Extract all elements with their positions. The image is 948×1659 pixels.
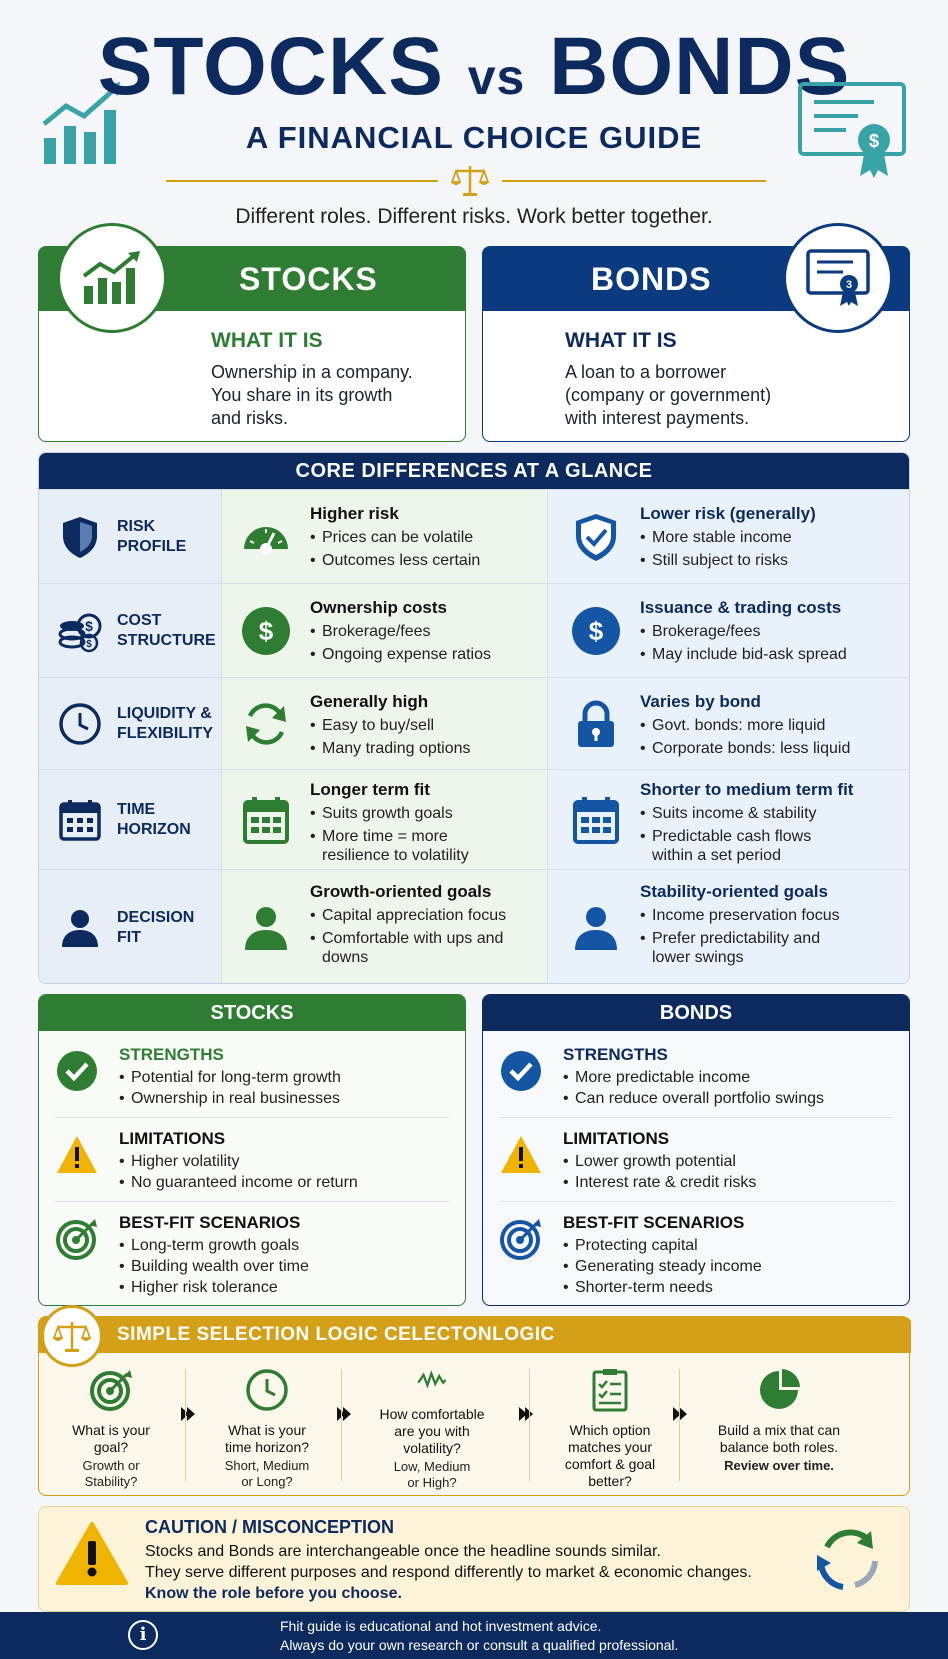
list-item: • Lower growth potential (563, 1151, 756, 1172)
list-item: • Protecting capital (563, 1235, 762, 1256)
list-item: • Suits growth goals (310, 804, 537, 823)
checklist-icon (587, 1367, 633, 1413)
svg-text:$: $ (86, 638, 92, 650)
svg-text:$: $ (85, 617, 93, 634)
calendar-icon (240, 794, 292, 846)
page-title: STOCKS vs BONDS (97, 21, 851, 112)
stock-liquidity-title: Generally high (310, 692, 429, 711)
bond-risk-title: Lower risk (generally) (640, 504, 816, 523)
bonds-card (482, 246, 910, 442)
calendar-icon (57, 797, 103, 843)
list-item: • Capital appreciation focus (310, 906, 537, 925)
step-goal: What is your goal? Growth or Stability? (47, 1367, 175, 1490)
growth-chart-icon (80, 250, 144, 306)
disclaimer-line: Always do your own research or consult a qualified professional. (280, 1637, 679, 1653)
selection-logic (38, 1316, 910, 1496)
bond-time-title: Shorter to medium term fit (640, 780, 854, 799)
check-icon (55, 1049, 99, 1093)
refresh-icon (240, 698, 292, 750)
list-item: • Easy to buy/sell (310, 716, 537, 735)
svg-text:$: $ (258, 615, 274, 646)
scale-icon (52, 1318, 92, 1354)
list-item: • May include bid-ask spread (640, 645, 901, 664)
stocks-card-title: STOCKS (239, 261, 378, 297)
header (0, 0, 948, 240)
list-item: • Long-term growth goals (119, 1235, 309, 1256)
list-item: • Corporate bonds: less liquid (640, 739, 901, 758)
step-volatility: How comfortable are you with volatility? Low, Medium or High? (357, 1367, 507, 1491)
list-item: • Generating steady income (563, 1256, 762, 1277)
stocks-best-fit: BEST-FIT SCENARIOS • Long-term growth goals • Building wealth over time • Higher risk tolerance (55, 1213, 449, 1303)
stocks-panel-title: STOCKS (39, 995, 465, 1031)
svg-text:$: $ (868, 131, 880, 151)
caution-emphasis: Know the role before you choose. (145, 1585, 402, 1602)
gauge-icon (240, 511, 292, 563)
info-icon: i (128, 1620, 158, 1650)
arrow-icon (517, 1405, 535, 1423)
list-item: • More time = more resilience to volatility (310, 827, 510, 865)
list-item: • Predictable cash flows within a set period (640, 827, 840, 865)
row-label-risk: RISK PROFILE (117, 517, 187, 555)
core-differences-heading: CORE DIFFERENCES AT A GLANCE (39, 453, 909, 489)
shield-check-icon (570, 511, 622, 563)
stocks-badge (57, 223, 167, 333)
person-icon (57, 905, 103, 951)
row-label-cost: COST STRUCTURE (117, 611, 216, 649)
footer (0, 1612, 948, 1659)
tagline: Different roles. Different risks. Work better together. (235, 205, 713, 228)
stocks-strengths: STRENGTHS • Potential for long-term growth • Ownership in real businesses (55, 1045, 449, 1115)
person-icon (570, 902, 622, 954)
step-horizon: What is your time horizon? Short, Medium or Long? (203, 1367, 331, 1490)
certificate-icon (796, 80, 908, 180)
list-item: • Brokerage/fees (640, 622, 901, 641)
table-row (39, 583, 910, 677)
divider (55, 1117, 449, 1118)
table-row (39, 769, 910, 869)
stocks-description: Ownership in a company. You share in its growth and risks. (211, 362, 413, 428)
check-icon (499, 1049, 543, 1093)
caution-line: They serve different purposes and respond differently to market & economic changes. (145, 1564, 752, 1581)
warning-icon (55, 1521, 129, 1587)
stocks-what-heading: WHAT IT IS (211, 329, 323, 352)
bonds-badge (783, 223, 893, 333)
bonds-panel-title: BONDS (483, 995, 909, 1031)
stocks-limitations: LIMITATIONS • Higher volatility • No guaranteed income or return (55, 1129, 449, 1199)
list-item: • Interest rate & credit risks (563, 1172, 756, 1193)
coins-icon (57, 608, 103, 654)
list-item: • Higher volatility (119, 1151, 358, 1172)
step-match: Which option matches your comfort & goal better? (535, 1367, 685, 1490)
list-item: • Many trading options (310, 739, 537, 758)
list-item: • Potential for long-term growth (119, 1067, 341, 1088)
list-item: • Can reduce overall portfolio swings (563, 1088, 824, 1109)
list-item: • Comfortable with ups and downs (310, 929, 510, 967)
scale-icon (450, 162, 490, 198)
list-item: • Govt. bonds: more liquid (640, 716, 901, 735)
list-item: • Shorter-term needs (563, 1277, 762, 1298)
bonds-card-title: BONDS (591, 261, 712, 297)
warning-icon (499, 1133, 543, 1177)
target-icon (499, 1217, 543, 1261)
stock-time-title: Longer term fit (310, 780, 430, 799)
list-item: • Still subject to risks (640, 551, 901, 570)
list-item: • Prefer predictability and lower swings (640, 929, 840, 967)
list-item: • Income preservation focus (640, 906, 901, 925)
arrow-icon (671, 1405, 689, 1423)
page-subtitle: A FINANCIAL CHOICE GUIDE (245, 120, 703, 155)
bond-liquidity-title: Varies by bond (640, 692, 761, 711)
list-item: • No guaranteed income or return (119, 1172, 358, 1193)
pulse-icon (409, 1367, 455, 1397)
target-icon (55, 1217, 99, 1261)
list-item: • More stable income (640, 528, 901, 547)
caution-line: Stocks and Bonds are interchangeable once the headline sounds similar. (145, 1543, 661, 1560)
divider-left (166, 180, 438, 182)
lock-icon (570, 698, 622, 750)
step-mix: Build a mix that can balance both roles. Review over time. (705, 1367, 853, 1474)
stocks-card (38, 246, 466, 442)
caution-box (38, 1506, 910, 1612)
list-item: • Outcomes less certain (310, 551, 537, 570)
scale-badge (41, 1305, 103, 1367)
list-item: • Ongoing expense ratios (310, 645, 537, 664)
table-row (39, 677, 910, 769)
stock-risk-title: Higher risk (310, 504, 399, 523)
dollar-icon (240, 605, 292, 657)
table-row (39, 489, 910, 583)
divider (499, 1117, 893, 1118)
selection-heading: SIMPLE SELECTION LOGIC CELECTONLOGIC (39, 1317, 911, 1353)
row-label-time: TIME HORIZON (117, 800, 191, 838)
list-item: • Higher risk tolerance (119, 1277, 309, 1298)
core-differences-table (38, 452, 910, 984)
cycle-icon (813, 1525, 883, 1595)
divider-right (502, 180, 766, 182)
divider (55, 1201, 449, 1202)
bonds-description: A loan to a borrower (company or government) with interest payments. (565, 362, 772, 428)
list-item: • More predictable income (563, 1067, 824, 1088)
certificate-icon (805, 248, 871, 308)
target-icon (88, 1367, 134, 1413)
clock-icon (244, 1367, 290, 1413)
svg-text:$: $ (588, 615, 604, 646)
stock-cost-title: Ownership costs (310, 598, 447, 617)
bonds-strengths: STRENGTHS • More predictable income • Can reduce overall portfolio swings (499, 1045, 893, 1115)
dollar-icon (570, 605, 622, 657)
bonds-best-fit: BEST-FIT SCENARIOS • Protecting capital • Generating steady income • Shorter-term needs (499, 1213, 893, 1303)
list-item: • Building wealth over time (119, 1256, 309, 1277)
table-row (39, 869, 910, 984)
arrow-icon (335, 1405, 353, 1423)
divider (499, 1201, 893, 1202)
svg-text:3: 3 (845, 279, 853, 291)
list-item: • Brokerage/fees (310, 622, 537, 641)
person-icon (240, 902, 292, 954)
list-item: • Prices can be volatile (310, 528, 537, 547)
bond-decision-title: Stability-oriented goals (640, 882, 828, 901)
row-label-decision: DECISION FIT (117, 908, 195, 946)
bonds-what-heading: WHAT IT IS (565, 329, 677, 352)
list-item: • Ownership in real businesses (119, 1088, 341, 1109)
pie-icon (756, 1367, 802, 1413)
stocks-panel (38, 994, 466, 1306)
bonds-panel (482, 994, 910, 1306)
stock-decision-title: Growth-oriented goals (310, 882, 492, 901)
calendar-icon (570, 794, 622, 846)
bonds-limitations: LIMITATIONS • Lower growth potential • Interest rate & credit risks (499, 1129, 893, 1199)
disclaimer-line: Fhit guide is educational and hot investment advice. (280, 1618, 602, 1634)
row-label-liquidity: LIQUIDITY & FLEXIBILITY (117, 704, 213, 742)
arrow-icon (179, 1405, 197, 1423)
caution-title: CAUTION / MISCONCEPTION (145, 1517, 395, 1537)
list-item: • Suits income & stability (640, 804, 901, 823)
clock-icon (57, 701, 103, 747)
shield-icon (57, 514, 103, 560)
warning-icon (55, 1133, 99, 1177)
bond-cost-title: Issuance & trading costs (640, 598, 842, 617)
